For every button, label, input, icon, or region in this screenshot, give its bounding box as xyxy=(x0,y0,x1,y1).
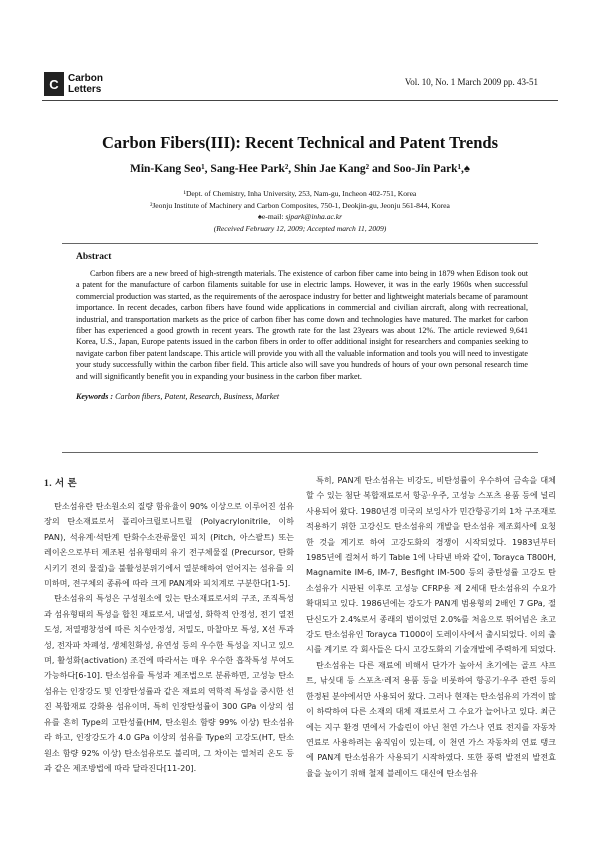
header-rule xyxy=(42,100,558,101)
author-list: Min-Kang Seo¹, Sang-Hee Park², Shin Jae Kang² and Soo-Jin Park¹,♠ xyxy=(129,163,471,175)
affiliation-2: ²Jeonju Institute of Machinery and Carbon Composites, 750-1, Deokjin-gu, Jeonju 561-844, Korea xyxy=(150,200,450,210)
email-label: ♠e-mail: xyxy=(257,212,286,222)
abstract-heading: Abstract xyxy=(76,252,112,262)
journal-name-line2: Letters xyxy=(68,84,102,95)
keywords-label: Keywords : xyxy=(76,392,116,402)
affiliation-1: ¹Dept. of Chemistry, Inha University, 253, Nam-gu, Incheon 402-751, Korea xyxy=(183,189,417,198)
journal-logo-mark: C xyxy=(44,72,64,96)
email-line xyxy=(0,211,600,223)
keywords xyxy=(76,392,538,401)
received-dates: (Received February 12, 2009; Accepted march 11, 2009) xyxy=(213,223,387,233)
keywords-list: Carbon fibers, Patent, Research, Business, Market xyxy=(115,392,280,402)
right-column xyxy=(306,473,556,781)
journal-name-line1: Carbon xyxy=(68,73,103,84)
body-paragraph: 탄소섬유란 탄소원소의 질량 함유율이 90% 이상으로 이루어진 섬유장의 탄소재료로서 폴리아크릴로니트릴 (Polyacrylonitrile, 이하 PAN), 석유계·석탄계 탄화수소잔류물인 피치 (Pitch, 아스팔트) 또는 레이온으로부터 제조된 섬유형태의 유기 전구체물질 (Precursor, 탄화시키기 전의 물질)을 불활성분위기에서 열분해하여 얻어지는 섬유를 의미하며, 전구체의 종류에 따라 크게 PAN계와 피치계로 구분한다[1-5]. xyxy=(44,501,294,589)
affiliations xyxy=(0,188,600,234)
body-paragraph: 탄소섬유는 다른 재료에 비해서 단가가 높아서 초기에는 골프 샤프트, 낚싯대 등 스포츠·레저 용품 등을 비롯하여 항공기·우주 관련 등의 한정된 분야에서만 사용되어 왔다. 그러나 현재는 탄소섬유의 가격이 많이 하락하여 다른 소재의 대체 재료로서 그 수요가 늘어나고 있다. 최근에는 지구 환경 면에서 가솔린이 아닌 천연 가스나 연료 전지를 자동차 연료로 사용하려는 움직임이 있는데, 이 천연 가스 자동차의 연료 탱크에 PAN계 탄소섬유가 사용되기 시작하였다. 또한 풍력 발전의 발전효율을 높이기 위해 철제 블레이드 대신에 탄소섬유 xyxy=(306,659,556,778)
paper-title: Carbon Fibers(III): Recent Technical and Patent Trends xyxy=(101,133,499,152)
body-paragraph: 특히, PAN계 탄소섬유는 비강도, 비탄성률이 우수하여 금속을 대체할 수 있는 첨단 복합재료로서 항공·우주, 고성능 스포츠 용품 등에 널리 사용되어 왔다. 1980년경 미국의 보잉사가 민간항공기의 1차 구조재로 적용하기 위한 고강신도 탄소섬유의 개발을 탄소섬유 제조회사에 요청한 것을 계기로 하여 고강도화의 경쟁이 시작되었다. 1983년부터 1985년에 걸쳐서 하기 Table 1에 나타낸 바와 같이, Torayca T800H, Magnamite IM-6, IM-7, Besfight IM-500 등의 중탄성률 고강도 탄소섬유가 시판된 이후로 고성능 CFRP용 제 2세대 탄소섬유의 수요가 확대되고 있다. 1986년에는 강도가 PAN계 범용형의 2배인 7 GPa, 절단신도가 2.4%로서 종래의 범이었던 2.0%를 처음으로 뛰어넘은 초고강도 탄소섬유인 Torayca T1000이 도레이사에서 출시되었다. 이의 출시를 계기로 각 회사들은 다시 고강도화의 기술개발에 주력하게 되었다. xyxy=(306,475,556,655)
abstract-body: Carbon fibers are a new breed of high-strength materials. The existence of carbon fiber came into being in 1879 when Edison took out a patent for the manufacture of carbon filaments suitable for use in electric lamps. However, it was in the early 1960s when successful commercial production was started, as the requirements of the aerospace industry for better and lightweight materials became of paramount importance. In recent decades, carbon fibers have found wide applications in commercial and civilian aircraft, along with recreational, industrial, and transportation markets as the price of carbon fiber has come down and technologies have matured. The market for carbon fiber has experienced a good growth in recent years. The growth rate for the last 23years was about 12%. The article reviewed 9,641 Korea, U.S., Japan, Europe patents issued in the carbon fibers in order to offer additional insight for researchers and companies seeking to navigate carbon fiber patent landscape. This article will provide you with all the valuable information and tools you will need to investigate your study successfully within the carbon fiber field. This article also will save you hundreds of hours of your own personal research time and will significantly benefit you in expanding your business in the carbon fiber market. xyxy=(76,269,528,381)
abstract-box xyxy=(62,243,538,453)
journal-logo xyxy=(44,72,103,96)
left-column xyxy=(44,473,294,776)
journal-name xyxy=(68,73,103,95)
email-link[interactable]: sjpark@inha.ac.kr xyxy=(285,212,343,222)
issue-info: Vol. 10, No. 1 March 2009 pp. 43-51 xyxy=(404,77,538,87)
body-paragraph: 탄소섬유의 특성은 구성원소에 있는 탄소재료로서의 구조, 조직특성과 섬유형태의 특성을 합친 재료로서, 내열성, 화학적 안정성, 전기 열전도성, 저열팽창성에 따른 치수안정성, 저밀도, 마찰마모 특성, X선 투과성, 전자파 차폐성, 생체친화성, 유연성 등의 우수한 특성을 지니고 있으며, 활성화(activation) 조건에 따라서는 매우 우수한 흡착특성 부여도 가능하다[6-10]. 탄소섬유를 특성과 제조법으로 분류하면, 고성능 탄소섬유는 인장강도 및 인장탄성률과 같은 재료의 역학적 특성을 중시한 선진 복합재료 강화용 섬유이며, 특히 인장탄성률이 300 GPa 이상의 섬유를 흔히 Type의 고탄성률(HM, 탄소원소 함량 99% 이상) 탄소섬유라 하고, 인장강도가 4.0 GPa 이상의 섬유를 Type의 고강도(HT, 탄소원소 함량 92% 이상) 탄소섬유로도 불리며, 그 차이는 열처리 온도 등과 같은 제조방법에 따라 달라진다[11-20]. xyxy=(44,593,294,773)
section-heading-introduction: 1. 서 론 xyxy=(44,479,78,489)
